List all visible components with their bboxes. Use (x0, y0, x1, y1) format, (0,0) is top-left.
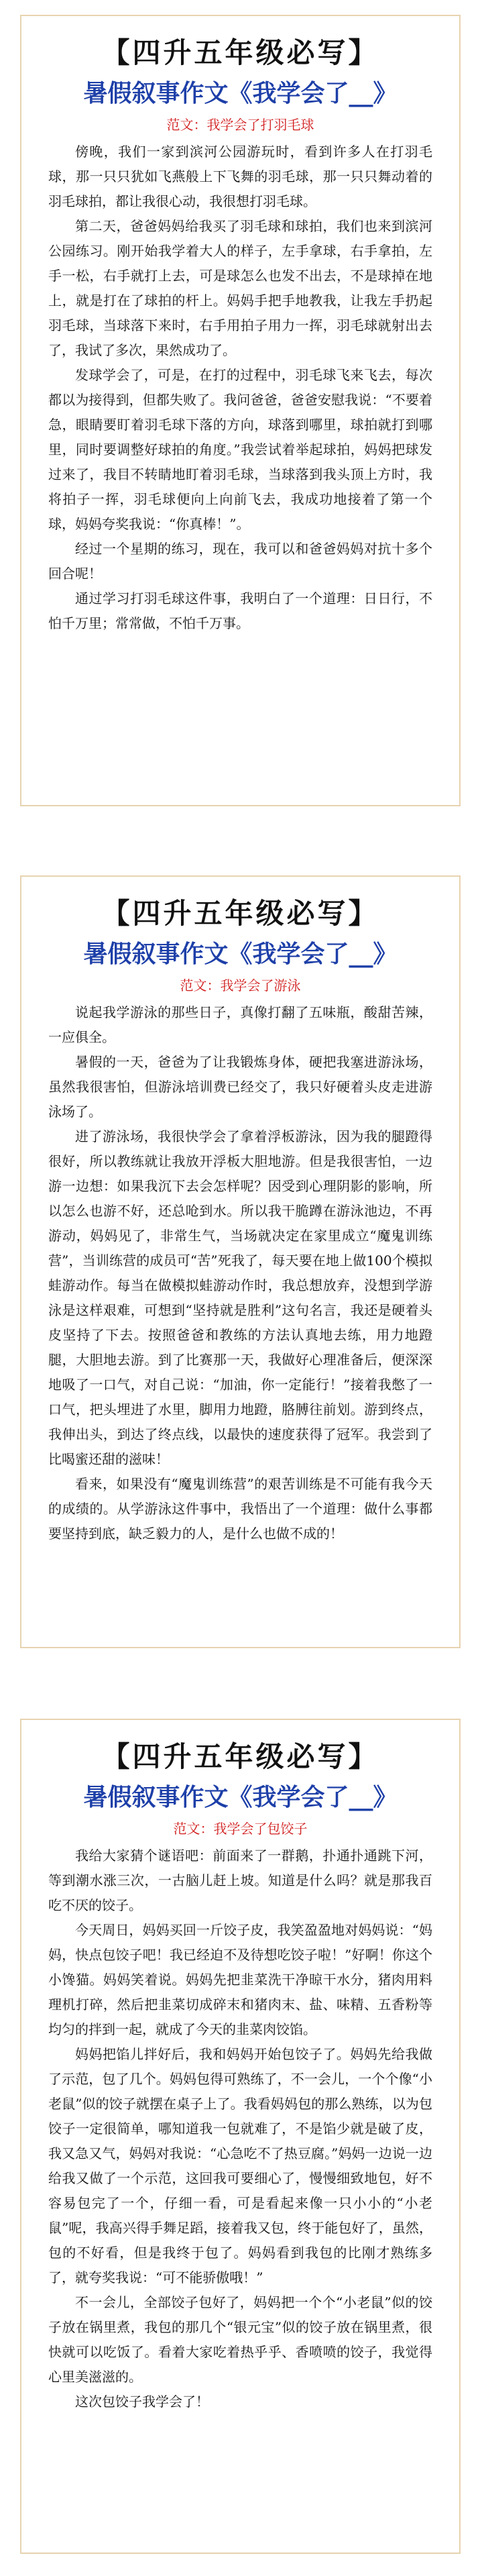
sample-label: 范文：我学会了游泳 (180, 977, 301, 994)
paragraph: 妈妈把馅儿拌好后，我和妈妈开始包饺子了。妈妈先给我做了示范，包了几个。妈妈包得可熟练了，不一会儿，一个个像“小老鼠”似的饺子就摆在桌子上了。我看妈妈包的那么熟练，以为包饺子一定很简单，哪知道我一包就难了，不是馅少就是破了皮，我又急又气，妈妈对我说：“心急吃不了热豆腐。”妈妈一边说一边给我又做了一个示范，这回我可要细心了，慢慢细致地包，好不容易包完了一个，仔细一看，可是看起来像一只小小的“小老鼠”呢，我高兴得手舞足蹈，接着我又包，终于能包好了，虽然，包的不好看，但是我终于包了。妈妈看到我包的比刚才熟练多了，就夸奖我说：“可不能骄傲哦！” (48, 2046, 432, 2286)
paragraph: 暑假的一天，爸爸为了让我锻炼身体，硬把我塞进游泳场，虽然我很害怕，但游泳培训费已经交了，我只好硬着头皮走进游泳场了。 (48, 1054, 432, 1120)
card-subtitle: 暑假叙事作文《我学会了__》 (83, 1783, 398, 1811)
paragraph: 第二天，爸爸妈妈给我买了羽毛球和球拍，我们也来到滨河公园练习。刚开始我学着大人的样子，左手拿球，右手拿拍，左手一松，右手就打上去，可是球怎么也发不出去，不是球掉在地上，就是打在了球拍的杆上。妈妈手把手地教我，让我左手扔起羽毛球，当球落下来时，右手用拍子用力一挥，羽毛球就射出去了，我试了多次，果然成功了。 (48, 218, 432, 358)
paragraph: 看来，如果没有“魔鬼训练营”的艰苦训练是不可能有我今天的成绩的。从学游泳这件事中，我悟出了一个道理：做什么事都要坚持到底，缺乏毅力的人，是什么也做不成的！ (48, 1476, 432, 1542)
paragraph: 经过一个星期的练习，现在，我可以和爸爸妈妈对抗十多个回合呢！ (48, 541, 432, 582)
sample-label: 范文：我学会了打羽毛球 (166, 117, 314, 133)
essay-card-3 (20, 1719, 461, 2554)
paragraph: 说起我学游泳的那些日子，真像打翻了五味瓶，酸甜苦辣，一应俱全。 (48, 1004, 432, 1045)
card-title: 【四升五年级必写】 (101, 36, 379, 69)
paragraph: 这次包饺子我学会了！ (75, 2394, 209, 2410)
paragraph: 今天周日，妈妈买回一斤饺子皮，我笑盈盈地对妈妈说：“妈妈，快点包饺子吧！我已经迫不及待想吃饺子啦！”好啊！你这个小馋猫。妈妈笑着说。妈妈先把韭菜洗干净晾干水分，猪肉用料理机打碎，然后把韭菜切成碎末和猪肉末、盐、味精、五香粉等均匀的拌到一起，就成了今天的韭菜肉饺馅。 (48, 1922, 432, 2037)
paragraph: 发球学会了，可是，在打的过程中，羽毛球飞来飞去，每次都以为接得到，但都失败了。我问爸爸，爸爸安慰我说：“不要着急，眼睛要盯着羽毛球下落的方向，球落到哪里，球拍就打到哪里，同时要调整好球拍的角度。”我尝试着举起球拍，妈妈把球发过来了，我目不转睛地盯着羽毛球，当球落到我头顶上方时，我将拍子一挥，羽毛球便向上向前飞去，我成功地接着了第一个球，妈妈夸奖我说：“你真棒！”。 (48, 367, 432, 532)
paragraph: 进了游泳场，我很快学会了拿着浮板游泳，因为我的腿蹬得很好，所以教练就让我放开浮板大胆地游。但是我很害怕，一边游一边想：如果我沉下去会怎样呢？因受到心理阴影的影响，所以怎么也游不好，还总呛到水。所以我干脆蹲在游泳池边，不再游动，妈妈见了，非常生气，当场就决定在家里成立“魔鬼训练营”，当训练营的成员可“苦”死我了，每天要在地上做100个模拟蛙游动作。每当在做模拟蛙游动作时，我总想放弃，没想到学游泳是这样艰难，可想到“坚持就是胜利”这句名言，我还是硬着头皮坚持了下去。按照爸爸和教练的方法认真地去练，用力地蹬腿，大胆地去游。到了比赛那一天，我做好心理准备后，便深深地吸了一口气，对自己说：“加油，你一定能行！”接着我憋了一口气，把头埋进了水里，脚用力地蹬，胳膊往前划。游到终点，我伸出头，到达了终点线，以最快的速度获得了冠军。我尝到了比喝蜜还甜的滋味！ (48, 1128, 432, 1467)
essay-card-2 (20, 875, 461, 1648)
card-title: 【四升五年级必写】 (101, 897, 379, 930)
card-title: 【四升五年级必写】 (101, 1740, 379, 1773)
essay-card-1 (20, 15, 461, 806)
paragraph: 我给大家猜个谜语吧：前面来了一群鹅，扑通扑通跳下河，等到潮水涨三次，一古脑儿赶上坡。知道是什么吗？就是那我百吃不厌的饺子。 (48, 1847, 432, 1913)
card-subtitle: 暑假叙事作文《我学会了__》 (83, 79, 398, 107)
paragraph: 不一会儿，全部饺子包好了，妈妈把一个个“小老鼠”似的饺子放在锅里煮，我包的那几个“银元宝”似的饺子放在锅里煮，很快就可以吃饭了。看着大家吃着热乎乎、香喷喷的饺子，我觉得心里美滋滋的。 (48, 2294, 432, 2385)
sample-label: 范文：我学会了包饺子 (173, 1821, 308, 1837)
paragraph: 傍晚，我们一家到滨河公园游玩时，看到许多人在打羽毛球，那一只只犹如飞燕般上下飞舞的羽毛球，那一只只舞动着的羽毛球拍，都让我很心动，我很想打羽毛球。 (48, 144, 432, 209)
paragraph: 通过学习打羽毛球这件事，我明白了一个道理：日日行，不怕千万里；常常做，不怕千万事。 (48, 590, 432, 631)
card-subtitle: 暑假叙事作文《我学会了__》 (83, 940, 398, 968)
